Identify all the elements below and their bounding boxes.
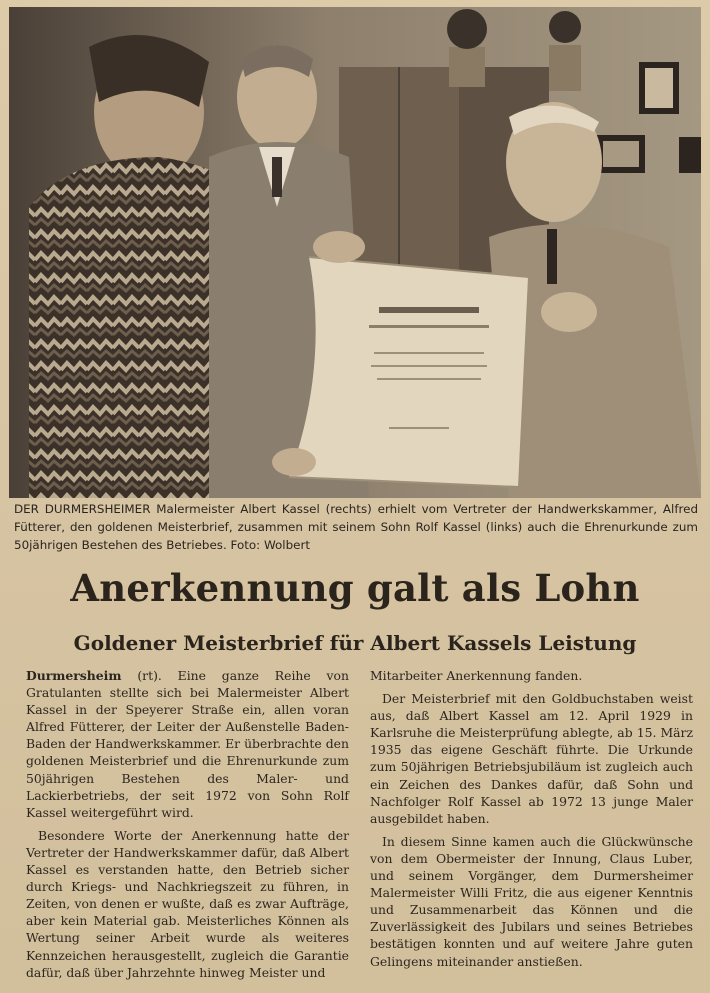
article-paragraph: Besondere Worte der Anerkennung hatte der Vertreter der Handwerkskammer dafür, daß Albert Kassel es verstanden hatte, den Betrieb sicher durch Kriegs- und Nachkriegszeit zu führen, in Zeiten, von denen er wußte, daß es zwar Aufträge, aber kein Material gab. Meisterliches Können als Wertung seiner Arbeit wurde als weiteres Kennzeichen herausgestellt, zugleich die Garantie dafür, daß über Jahrzehnte hinweg Meister und [26, 827, 349, 980]
article-paragraph [26, 667, 349, 821]
photo-caption: DER DURMERSHEIMER Malermeister Albert Kassel (rechts) erhielt vom Vertreter der Handwerkskammer, Alfred Fütterer, den goldenen Meisterbrief, zusammen mit seinem Sohn Rolf Kassel (links) auch die Ehrenurkunde zum 50jährigen Bestehen des Betriebes. Foto: Wolbert [14, 502, 698, 552]
news-photo [9, 7, 701, 498]
article-paragraph: Mitarbeiter Anerkennung fanden. [370, 668, 583, 683]
article-column-right [370, 667, 693, 976]
article-paragraph: Der Meisterbrief mit den Goldbuchstaben weist aus, daß Albert Kassel am 12. April 1929 in Karlsruhe die Meisterprüfung ablegte, ab 15. März 1935 das eigene Geschäft führte. Die Urkunde zum 50jährigen Betriebsjubiläum ist zugleich auch ein Zeichen des Dankes dafür, daß Sohn und Nachfolger Rolf Kassel ab 1972 13 junge Maler ausgebildet haben. [370, 691, 693, 826]
photo-illustration [9, 7, 701, 498]
dateline: Durmersheim [26, 668, 122, 683]
subheadline: Goldener Meisterbrief für Albert Kassels Leistung [73, 631, 637, 655]
article-paragraph: In diesem Sinne kamen auch die Glückwünsche von dem Obermeister der Innung, Claus Luber, und seinem Vorgänger, dem Durmersheimer Malermeister Willi Fritz, die aus eigener Kenntnis und Zusammenarbeit das Können und die Zuverlässigkeit des Jubilars und seines Betriebes bestätigen konnten und auf weitere Jahre guten Gelingens miteinander anstießen. [370, 833, 693, 969]
article-column-left [26, 667, 349, 987]
paragraph-text: (rt). Eine ganze Reihe von Gratulanten stellte sich bei Malermeister Albert Kassel in der Speyerer Straße ein, allen voran Alfred Fütterer, der Leiter der Außenstelle Baden-Baden der Handwerkskammer. Er überbrachte den goldenen Meisterbrief und die Ehrenurkunde zum 50jährigen Bestehen des Maler- und Lackierbetriebs, der seit 1972 von Sohn Rolf Kassel weitergeführt wird. [26, 668, 349, 820]
headline: Anerkennung galt als Lohn [70, 566, 640, 610]
